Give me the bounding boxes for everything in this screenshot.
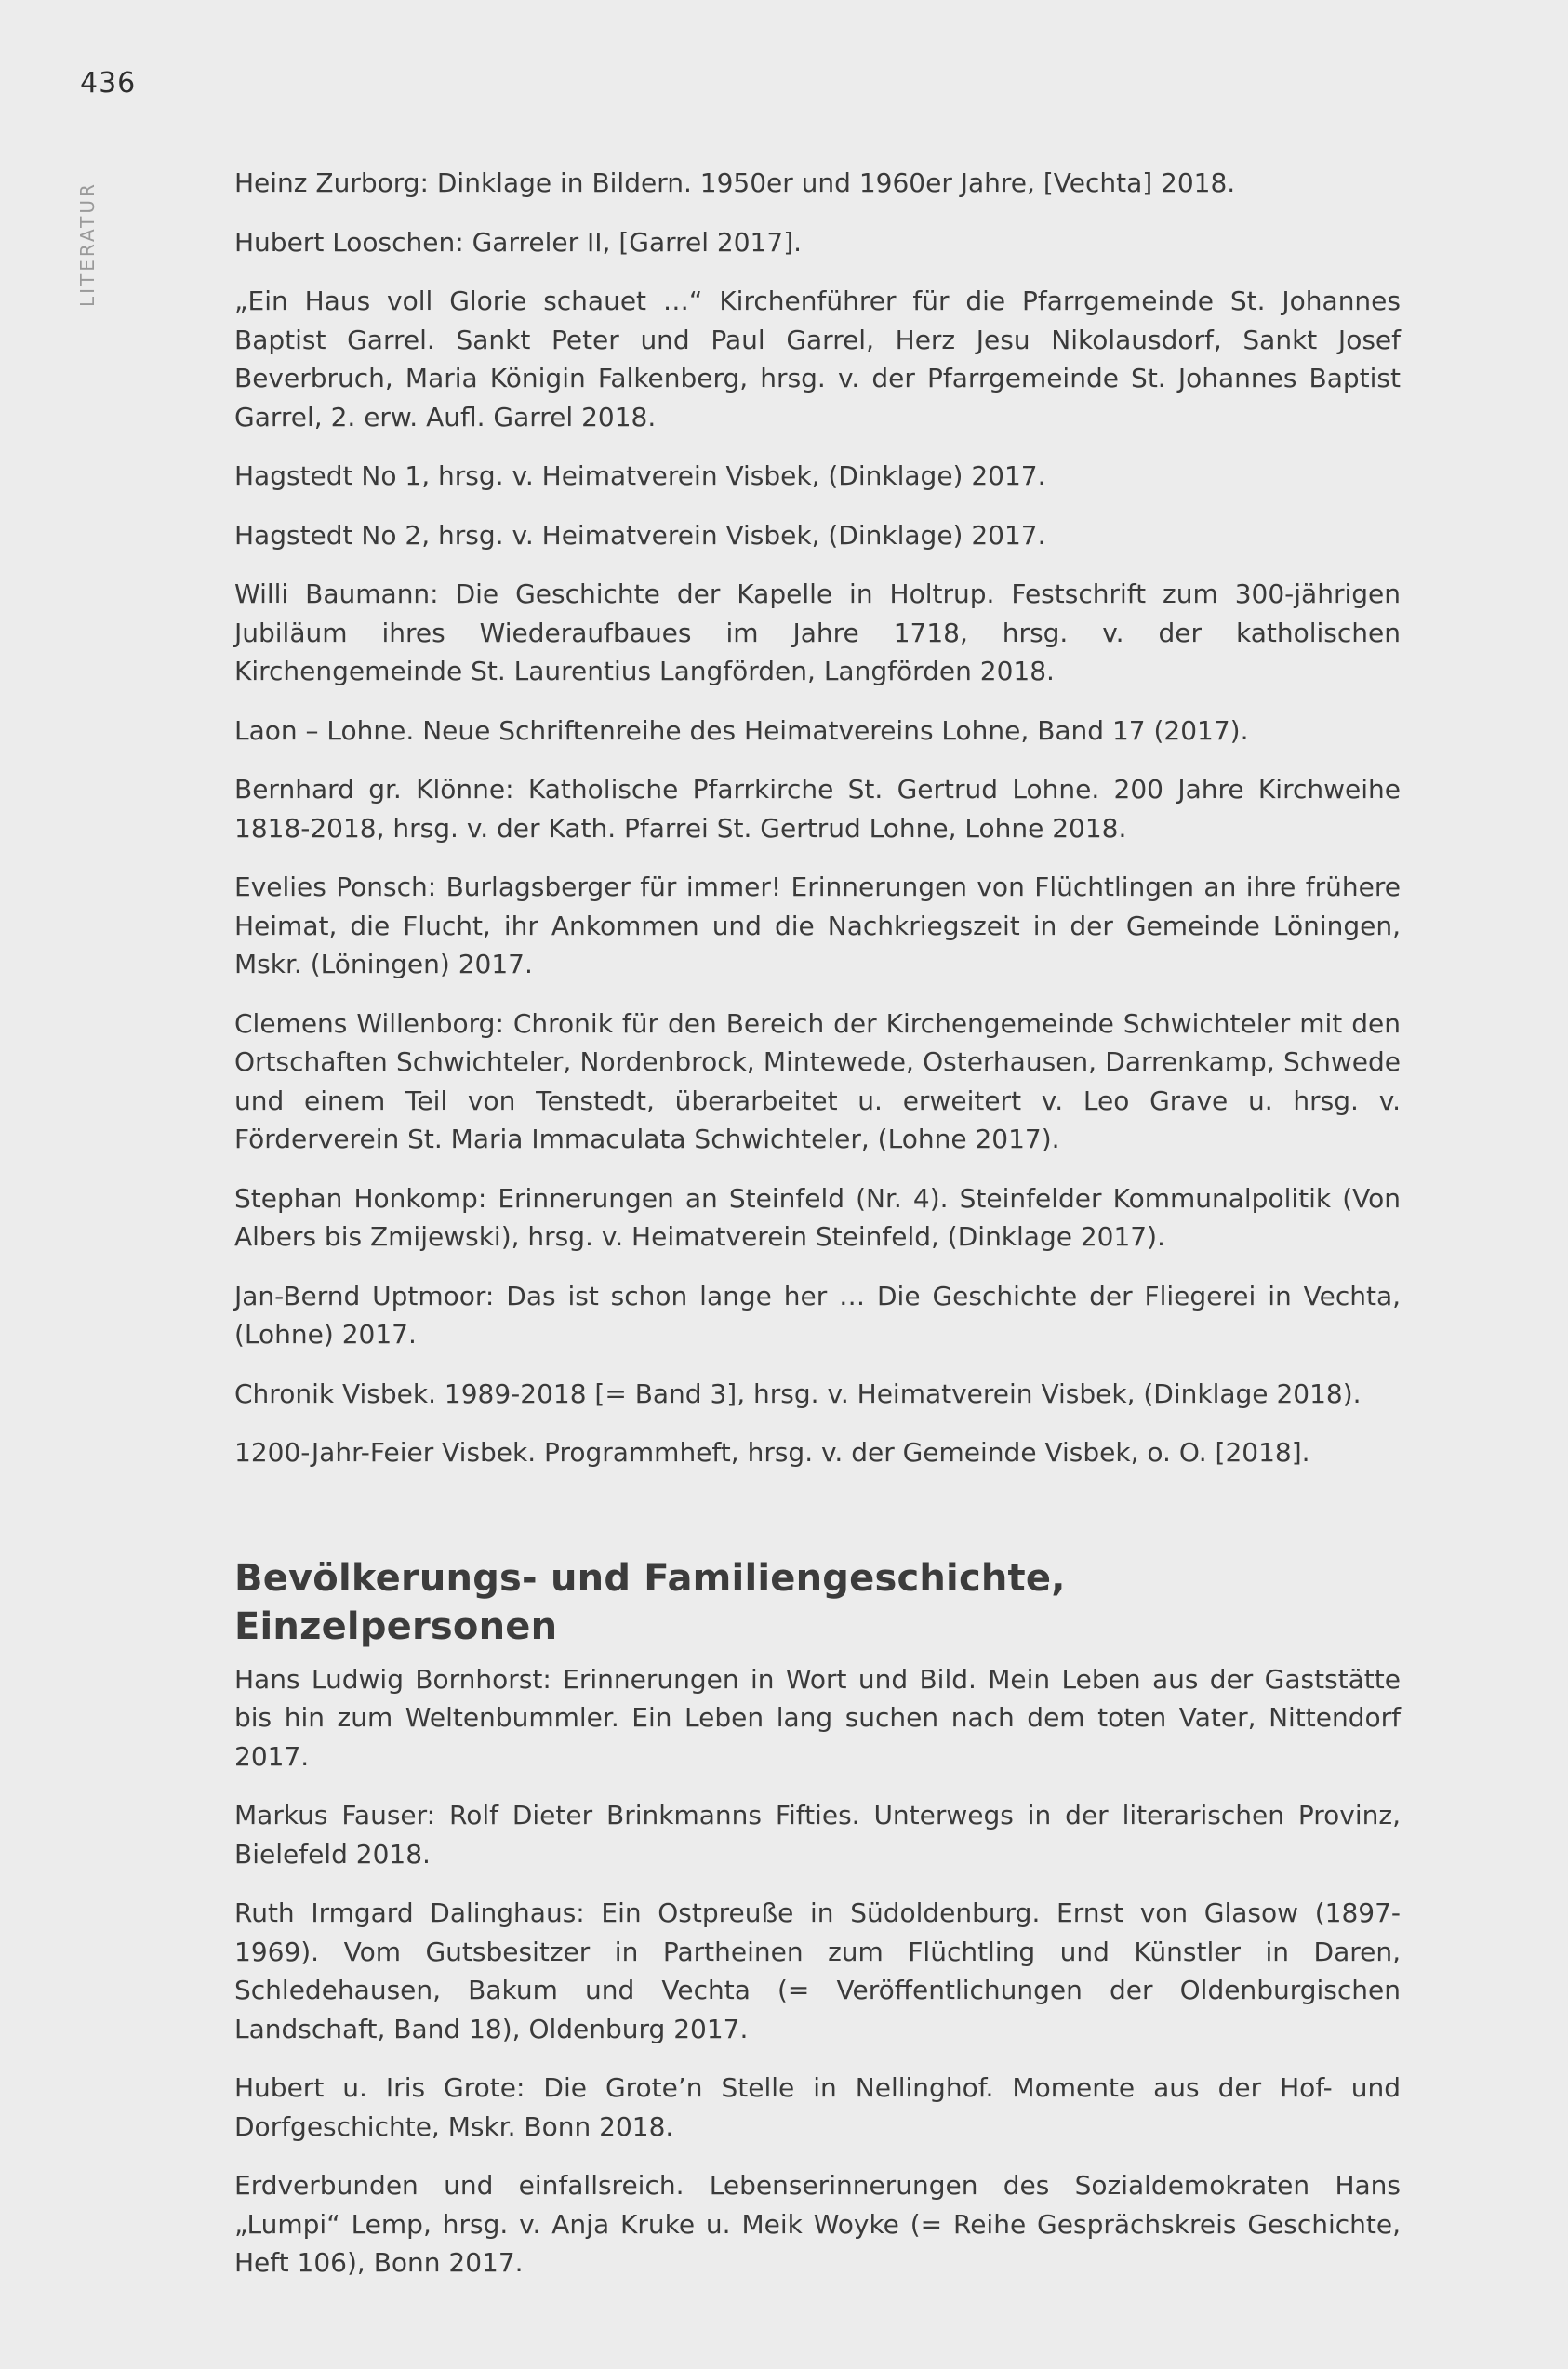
section-side-label: LITERATUR xyxy=(76,181,99,307)
bibliography-entry: Heinz Zurborg: Dinklage in Bildern. 1950er und 1960er Jahre, [Vechta] 2018. xyxy=(234,167,1236,198)
bibliography-entry: Stephan Honkomp: Erinnerungen an Steinfeld (Nr. 4). Steinfelder Kommunalpolitik (Von Albers bis Zmijewski), hrsg. v. Heimatverein Steinfeld, (Dinklage 2017). xyxy=(234,1182,1401,1252)
bibliography-list-2 xyxy=(234,1660,1401,2282)
bibliography-entry: Clemens Willenborg: Chronik für den Bereich der Kirchengemeinde Schwichteler mit den Ortschaften Schwichteler, Nordenbrock, Mintewede, Osterhausen, Darrenkamp, Schwede und einem Teil von Tenstedt, überarbeitet u. erweitert v. Leo Grave u. hrsg. v. Förderverein St. Maria Immaculata Schwichteler, (Lohne 2017). xyxy=(234,1007,1401,1154)
bibliography-content xyxy=(234,164,1401,2303)
bibliography-entry: Erdverbunden und einfallsreich. Lebenserinnerungen des Sozialdemokraten Hans „Lumpi“ Lemp, hrsg. v. Anja Kruke u. Meik Woyke (= Reihe Gesprächskreis Geschichte, Heft 106), Bonn 2017. xyxy=(234,2170,1401,2278)
page-number: 436 xyxy=(80,67,137,100)
bibliography-entry: Hagstedt No 2, hrsg. v. Heimatverein Visbek, (Dinklage) 2017. xyxy=(234,519,1046,551)
bibliography-entry: Evelies Ponsch: Burlagsberger für immer! Erinnerungen von Flüchtlingen an ihre frühere Heimat, die Flucht, ihr Ankommen und die Nachkriegszeit in der Gemeinde Löningen, Mskr. (Löningen) 2017. xyxy=(234,872,1401,979)
bibliography-entry: 1200-Jahr-Feier Visbek. Programmheft, hrsg. v. der Gemeinde Visbek, o. O. [2018]. xyxy=(234,1437,1310,1468)
bibliography-list-1 xyxy=(234,164,1401,1472)
bibliography-entry: „Ein Haus voll Glorie schauet …“ Kirchenführer für die Pfarrgemeinde St. Johannes Baptist Garrel. Sankt Peter und Paul Garrel, Herz Jesu Nikolausdorf, Sankt Josef Beverbruch, Maria Königin Falkenberg, hrsg. v. der Pfarrgemeinde St. Johannes Baptist Garrel, 2. erw. Aufl. Garrel 2018. xyxy=(234,286,1401,433)
bibliography-entry: Markus Fauser: Rolf Dieter Brinkmanns Fifties. Unterwegs in der literarischen Provinz, Bielefeld 2018. xyxy=(234,1800,1401,1870)
bibliography-entry: Jan-Bernd Uptmoor: Das ist schon lange her … Die Geschichte der Fliegerei in Vechta, (Lohne) 2017. xyxy=(234,1280,1401,1350)
bibliography-entry: Hubert Looschen: Garreler II, [Garrel 2017]. xyxy=(234,226,803,258)
bibliography-entry: Hans Ludwig Bornhorst: Erinnerungen in Wort und Bild. Mein Leben aus der Gaststätte bis hin zum Weltenbummler. Ein Leben lang suchen nach dem toten Vater, Nittendorf 2017. xyxy=(234,1663,1401,1772)
bibliography-entry: Bernhard gr. Klönne: Katholische Pfarrkirche St. Gertrud Lohne. 200 Jahre Kirchweihe 1818-2018, hrsg. v. der Kath. Pfarrei St. Gertrud Lohne, Lohne 2018. xyxy=(234,774,1401,844)
bibliography-entry: Laon – Lohne. Neue Schriftenreihe des Heimatvereins Lohne, Band 17 (2017). xyxy=(234,714,1249,746)
bibliography-entry: Ruth Irmgard Dalinghaus: Ein Ostpreuße in Südoldenburg. Ernst von Glasow (1897-1969). Vom Gutsbesitzer in Partheinen zum Flüchtling und Künstler in Daren, Schledehausen, Bakum und Vechta (= Veröffentlichungen der Oldenburgischen Landschaft, Band 18), Oldenburg 2017. xyxy=(234,1897,1401,2044)
bibliography-entry: Chronik Visbek. 1989-2018 [= Band 3], hrsg. v. Heimatverein Visbek, (Dinklage 2018). xyxy=(234,1377,1362,1409)
bibliography-entry: Willi Baumann: Die Geschichte der Kapelle in Holtrup. Festschrift zum 300-jährigen Jubiläum ihres Wiederaufbaues im Jahre 1718, hrsg. v. der katholischen Kirchengemeinde St. Laurentius Langförden, Langförden 2018. xyxy=(234,579,1401,686)
bibliography-entry: Hagstedt No 1, hrsg. v. Heimatverein Visbek, (Dinklage) 2017. xyxy=(234,460,1046,491)
bibliography-entry: Hubert u. Iris Grote: Die Grote’n Stelle in Nellinghof. Momente aus der Hof- und Dorfgeschichte, Mskr. Bonn 2018. xyxy=(234,2072,1401,2142)
section-heading: Bevölkerungs- und Familiengeschichte, Einzelpersonen xyxy=(234,1556,1066,1648)
